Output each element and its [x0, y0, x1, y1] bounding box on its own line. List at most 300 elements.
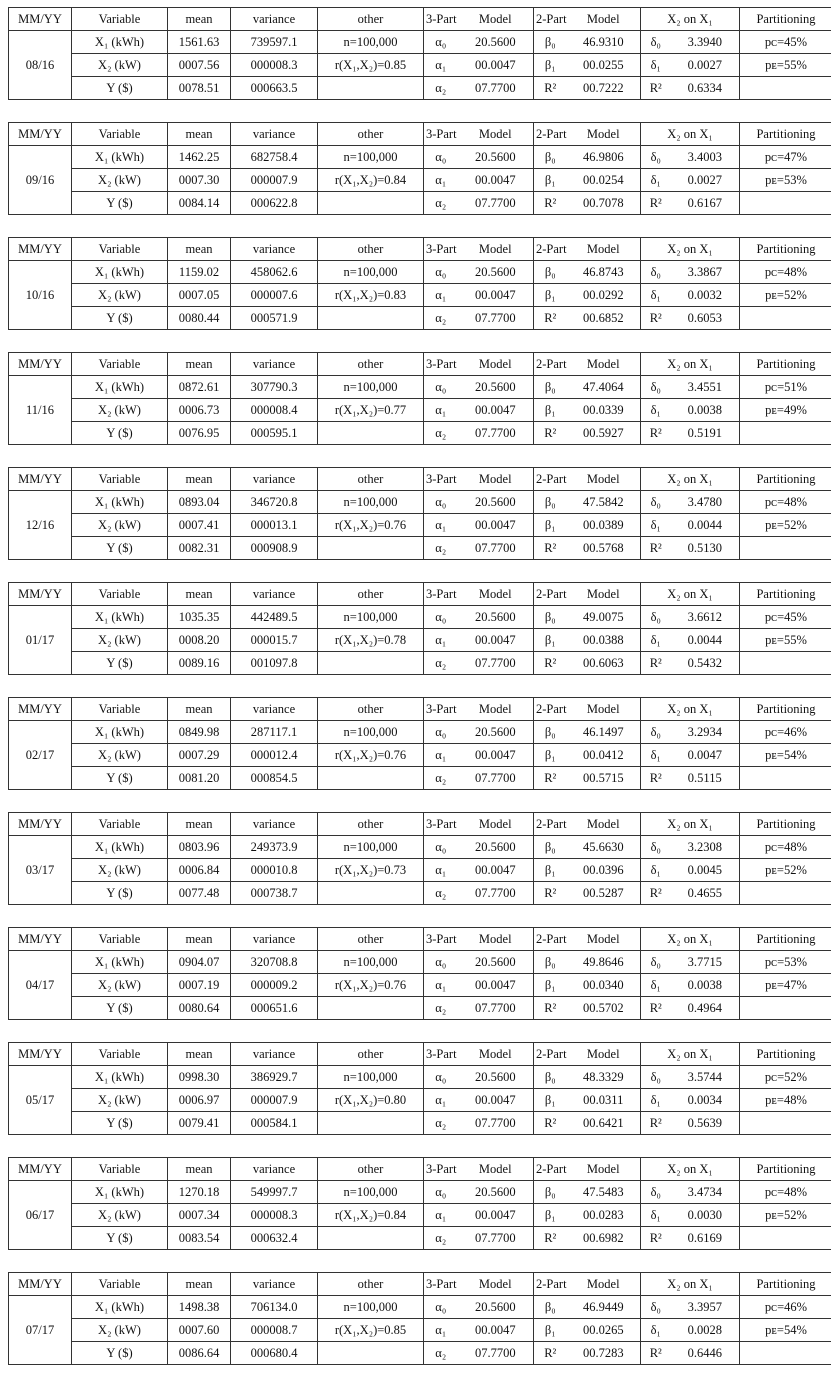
delta0-symbol: δ₀: [641, 1066, 671, 1089]
mean-x2: 0008.20: [168, 629, 231, 652]
alpha1-value: 00.0047: [458, 399, 534, 422]
beta1-value: 00.0396: [567, 859, 641, 882]
partition-pc: pᴄ=45%: [740, 31, 831, 54]
delta0-value: 3.4780: [671, 491, 740, 514]
delta0-value: 3.5744: [671, 1066, 740, 1089]
variance-y: 001097.8: [231, 652, 318, 675]
r2-2part-symbol: R²: [534, 997, 567, 1020]
partition-pc: pᴄ=48%: [740, 261, 831, 284]
delta0-symbol: δ₀: [641, 606, 671, 629]
header-3part: 3-Part: [424, 468, 458, 491]
r2-2part-value: 00.5927: [567, 422, 641, 445]
partition-pe: pᴇ=49%: [740, 399, 831, 422]
beta1-symbol: β₁: [534, 1089, 567, 1112]
date-cell: 04/17: [9, 951, 72, 1020]
partition-pe: pᴇ=48%: [740, 1089, 831, 1112]
variance-x1: 287117.1: [231, 721, 318, 744]
alpha1-value: 00.0047: [458, 629, 534, 652]
variance-x2: 000009.2: [231, 974, 318, 997]
header-3part: 3-Part: [424, 698, 458, 721]
variance-x1: 549997.7: [231, 1181, 318, 1204]
header-3part-model: Model: [458, 353, 534, 376]
header-row: [9, 1043, 831, 1066]
sample-size: n=100,000: [318, 951, 424, 974]
alpha2-value: 07.7700: [458, 1112, 534, 1135]
date-cell: 07/17: [9, 1296, 72, 1365]
header-x2-on-x1: X₂ on X₁: [641, 583, 740, 606]
alpha2-symbol: α₂: [424, 767, 458, 790]
beta0-symbol: β₀: [534, 1296, 567, 1319]
r2-2part-value: 00.7078: [567, 192, 641, 215]
correlation: r(X₁,X₂)=0.85: [318, 1319, 424, 1342]
header-3part-model: Model: [458, 583, 534, 606]
header-3part: 3-Part: [424, 123, 458, 146]
beta0-symbol: β₀: [534, 146, 567, 169]
var-label-y: Y ($): [72, 77, 168, 100]
header-variable: Variable: [72, 353, 168, 376]
delta0-symbol: δ₀: [641, 31, 671, 54]
header-other: other: [318, 1043, 424, 1066]
header-variance: variance: [231, 238, 318, 261]
header-2part: 2-Part: [534, 698, 567, 721]
header-mmyy: MM/YY: [9, 238, 72, 261]
header-mmyy: MM/YY: [9, 1043, 72, 1066]
beta0-value: 47.5842: [567, 491, 641, 514]
partition-pc: pᴄ=48%: [740, 836, 831, 859]
var-label-x1: X₁ (kWh): [72, 376, 168, 399]
var-label-x1: X₁ (kWh): [72, 146, 168, 169]
beta0-value: 49.0075: [567, 606, 641, 629]
header-mean: mean: [168, 698, 231, 721]
alpha1-value: 00.0047: [458, 54, 534, 77]
beta0-value: 48.3329: [567, 1066, 641, 1089]
beta0-symbol: β₀: [534, 1181, 567, 1204]
alpha2-value: 07.7700: [458, 307, 534, 330]
header-mean: mean: [168, 1158, 231, 1181]
header-3part-model: Model: [458, 928, 534, 951]
mean-x2: 0007.60: [168, 1319, 231, 1342]
variance-x2: 000007.9: [231, 169, 318, 192]
delta0-symbol: δ₀: [641, 376, 671, 399]
partition-empty: [740, 77, 831, 100]
var-label-x2: X₂ (kW): [72, 399, 168, 422]
header-mean: mean: [168, 1273, 231, 1296]
header-2part-model: Model: [567, 353, 641, 376]
r2-2part-symbol: R²: [534, 307, 567, 330]
header-other: other: [318, 123, 424, 146]
alpha0-symbol: α₀: [424, 836, 458, 859]
mean-y: 0076.95: [168, 422, 231, 445]
header-partitioning: Partitioning: [740, 123, 831, 146]
r2-x2x1-value: 0.6053: [671, 307, 740, 330]
mean-x1: 0803.96: [168, 836, 231, 859]
header-row: [9, 353, 831, 376]
alpha0-value: 20.5600: [458, 721, 534, 744]
alpha2-value: 07.7700: [458, 537, 534, 560]
delta0-value: 3.2308: [671, 836, 740, 859]
variance-y: 000738.7: [231, 882, 318, 905]
row-x1: [9, 606, 831, 629]
row-y: [9, 997, 831, 1020]
alpha0-value: 20.5600: [458, 31, 534, 54]
header-2part-model: Model: [567, 698, 641, 721]
mean-x1: 1159.02: [168, 261, 231, 284]
partition-pe: pᴇ=52%: [740, 284, 831, 307]
header-3part-model: Model: [458, 1273, 534, 1296]
var-label-x1: X₁ (kWh): [72, 721, 168, 744]
variance-x2: 000010.8: [231, 859, 318, 882]
variance-x1: 320708.8: [231, 951, 318, 974]
partition-pc: pᴄ=52%: [740, 1066, 831, 1089]
r2-2part-symbol: R²: [534, 767, 567, 790]
beta0-value: 47.5483: [567, 1181, 641, 1204]
r2-x2x1-value: 0.4655: [671, 882, 740, 905]
r2-2part-value: 00.7283: [567, 1342, 641, 1365]
mean-y: 0081.20: [168, 767, 231, 790]
alpha0-symbol: α₀: [424, 491, 458, 514]
row-x2: [9, 974, 831, 997]
header-partitioning: Partitioning: [740, 238, 831, 261]
month-table: [8, 927, 831, 1020]
r2-x2x1-value: 0.4964: [671, 997, 740, 1020]
alpha1-value: 00.0047: [458, 974, 534, 997]
alpha1-symbol: α₁: [424, 1089, 458, 1112]
delta1-symbol: δ₁: [641, 629, 671, 652]
var-label-y: Y ($): [72, 652, 168, 675]
delta1-symbol: δ₁: [641, 169, 671, 192]
alpha0-symbol: α₀: [424, 1296, 458, 1319]
alpha2-value: 07.7700: [458, 1227, 534, 1250]
header-variable: Variable: [72, 1043, 168, 1066]
row-y: [9, 77, 831, 100]
mean-x1: 1035.35: [168, 606, 231, 629]
r2-2part-symbol: R²: [534, 882, 567, 905]
mean-y: 0084.14: [168, 192, 231, 215]
variance-x2: 000008.4: [231, 399, 318, 422]
header-variable: Variable: [72, 238, 168, 261]
variance-x1: 249373.9: [231, 836, 318, 859]
r2-2part-value: 00.5287: [567, 882, 641, 905]
r2-x2x1-symbol: R²: [641, 882, 671, 905]
partition-pe: pᴇ=47%: [740, 974, 831, 997]
header-variance: variance: [231, 123, 318, 146]
delta0-symbol: δ₀: [641, 951, 671, 974]
mean-x1: 1561.63: [168, 31, 231, 54]
mean-y: 0083.54: [168, 1227, 231, 1250]
sample-size: n=100,000: [318, 146, 424, 169]
header-3part: 3-Part: [424, 1273, 458, 1296]
delta1-symbol: δ₁: [641, 974, 671, 997]
mean-y: 0077.48: [168, 882, 231, 905]
month-table: [8, 1157, 831, 1250]
beta1-symbol: β₁: [534, 1204, 567, 1227]
header-row: [9, 928, 831, 951]
mean-y: 0089.16: [168, 652, 231, 675]
header-partitioning: Partitioning: [740, 1273, 831, 1296]
beta1-symbol: β₁: [534, 974, 567, 997]
alpha0-symbol: α₀: [424, 606, 458, 629]
sample-size: n=100,000: [318, 721, 424, 744]
mean-x1: 0849.98: [168, 721, 231, 744]
alpha2-symbol: α₂: [424, 192, 458, 215]
header-3part: 3-Part: [424, 928, 458, 951]
date-cell: 08/16: [9, 31, 72, 100]
var-label-x2: X₂ (kW): [72, 284, 168, 307]
r2-x2x1-symbol: R²: [641, 767, 671, 790]
date-cell: 09/16: [9, 146, 72, 215]
variance-x1: 307790.3: [231, 376, 318, 399]
header-x2-on-x1: X₂ on X₁: [641, 353, 740, 376]
mean-x2: 0007.41: [168, 514, 231, 537]
header-partitioning: Partitioning: [740, 698, 831, 721]
header-3part: 3-Part: [424, 813, 458, 836]
header-other: other: [318, 928, 424, 951]
beta1-symbol: β₁: [534, 169, 567, 192]
month-table: [8, 122, 831, 215]
r2-2part-value: 00.5715: [567, 767, 641, 790]
delta1-symbol: δ₁: [641, 54, 671, 77]
row-y: [9, 652, 831, 675]
var-label-y: Y ($): [72, 537, 168, 560]
header-variance: variance: [231, 928, 318, 951]
beta1-symbol: β₁: [534, 284, 567, 307]
mean-y: 0078.51: [168, 77, 231, 100]
beta0-value: 45.6630: [567, 836, 641, 859]
alpha0-symbol: α₀: [424, 146, 458, 169]
header-2part-model: Model: [567, 583, 641, 606]
correlation: r(X₁,X₂)=0.76: [318, 974, 424, 997]
header-2part-model: Model: [567, 468, 641, 491]
header-2part: 2-Part: [534, 1158, 567, 1181]
month-table: [8, 582, 831, 675]
header-2part: 2-Part: [534, 1273, 567, 1296]
var-label-x1: X₁ (kWh): [72, 491, 168, 514]
r2-x2x1-value: 0.5191: [671, 422, 740, 445]
alpha2-symbol: α₂: [424, 652, 458, 675]
beta1-symbol: β₁: [534, 399, 567, 422]
alpha1-symbol: α₁: [424, 169, 458, 192]
alpha2-symbol: α₂: [424, 77, 458, 100]
row-x2: [9, 54, 831, 77]
header-variance: variance: [231, 698, 318, 721]
row-x2: [9, 1204, 831, 1227]
alpha1-symbol: α₁: [424, 1319, 458, 1342]
correlation: r(X₁,X₂)=0.78: [318, 629, 424, 652]
partition-pe: pᴇ=53%: [740, 169, 831, 192]
row-x2: [9, 284, 831, 307]
header-3part-model: Model: [458, 468, 534, 491]
var-label-x2: X₂ (kW): [72, 1319, 168, 1342]
header-mean: mean: [168, 813, 231, 836]
alpha0-value: 20.5600: [458, 1296, 534, 1319]
alpha2-value: 07.7700: [458, 192, 534, 215]
delta1-symbol: δ₁: [641, 1319, 671, 1342]
header-2part: 2-Part: [534, 123, 567, 146]
mean-y: 0086.64: [168, 1342, 231, 1365]
partition-pc: pᴄ=53%: [740, 951, 831, 974]
row-y: [9, 1227, 831, 1250]
r2-2part-value: 00.6421: [567, 1112, 641, 1135]
header-variable: Variable: [72, 468, 168, 491]
partition-pc: pᴄ=46%: [740, 721, 831, 744]
mean-x1: 1462.25: [168, 146, 231, 169]
other-empty: [318, 192, 424, 215]
sample-size: n=100,000: [318, 606, 424, 629]
header-x2-on-x1: X₂ on X₁: [641, 123, 740, 146]
header-3part: 3-Part: [424, 583, 458, 606]
date-cell: 12/16: [9, 491, 72, 560]
header-other: other: [318, 353, 424, 376]
header-mmyy: MM/YY: [9, 123, 72, 146]
var-label-y: Y ($): [72, 882, 168, 905]
var-label-y: Y ($): [72, 192, 168, 215]
correlation: r(X₁,X₂)=0.77: [318, 399, 424, 422]
header-2part: 2-Part: [534, 1043, 567, 1066]
alpha2-value: 07.7700: [458, 997, 534, 1020]
other-empty: [318, 652, 424, 675]
variance-x1: 442489.5: [231, 606, 318, 629]
r2-2part-symbol: R²: [534, 1342, 567, 1365]
header-2part-model: Model: [567, 8, 641, 31]
mean-x1: 0904.07: [168, 951, 231, 974]
header-partitioning: Partitioning: [740, 1043, 831, 1066]
var-label-x2: X₂ (kW): [72, 974, 168, 997]
header-2part: 2-Part: [534, 238, 567, 261]
header-x2-on-x1: X₂ on X₁: [641, 698, 740, 721]
alpha2-symbol: α₂: [424, 1342, 458, 1365]
alpha2-value: 07.7700: [458, 77, 534, 100]
header-x2-on-x1: X₂ on X₁: [641, 8, 740, 31]
alpha0-value: 20.5600: [458, 951, 534, 974]
delta1-symbol: δ₁: [641, 1089, 671, 1112]
delta1-value: 0.0030: [671, 1204, 740, 1227]
alpha2-symbol: α₂: [424, 537, 458, 560]
header-row: [9, 238, 831, 261]
row-x1: [9, 836, 831, 859]
variance-x1: 706134.0: [231, 1296, 318, 1319]
mean-x1: 1270.18: [168, 1181, 231, 1204]
partition-empty: [740, 652, 831, 675]
delta0-value: 3.4734: [671, 1181, 740, 1204]
mean-x1: 0998.30: [168, 1066, 231, 1089]
row-x1: [9, 376, 831, 399]
r2-x2x1-value: 0.5639: [671, 1112, 740, 1135]
header-2part-model: Model: [567, 1158, 641, 1181]
r2-2part-value: 00.6852: [567, 307, 641, 330]
other-empty: [318, 767, 424, 790]
alpha1-value: 00.0047: [458, 859, 534, 882]
r2-2part-value: 00.7222: [567, 77, 641, 100]
var-label-x2: X₂ (kW): [72, 1089, 168, 1112]
row-y: [9, 192, 831, 215]
header-mean: mean: [168, 123, 231, 146]
r2-x2x1-symbol: R²: [641, 1342, 671, 1365]
partition-pc: pᴄ=47%: [740, 146, 831, 169]
r2-x2x1-value: 0.5432: [671, 652, 740, 675]
alpha1-value: 00.0047: [458, 514, 534, 537]
beta1-value: 00.0292: [567, 284, 641, 307]
alpha2-symbol: α₂: [424, 1227, 458, 1250]
header-mmyy: MM/YY: [9, 8, 72, 31]
header-partitioning: Partitioning: [740, 353, 831, 376]
sample-size: n=100,000: [318, 261, 424, 284]
beta0-symbol: β₀: [534, 721, 567, 744]
header-2part: 2-Part: [534, 353, 567, 376]
date-cell: 05/17: [9, 1066, 72, 1135]
delta0-symbol: δ₀: [641, 491, 671, 514]
month-table: [8, 812, 831, 905]
alpha1-symbol: α₁: [424, 974, 458, 997]
header-variance: variance: [231, 1273, 318, 1296]
delta1-value: 0.0044: [671, 629, 740, 652]
other-empty: [318, 997, 424, 1020]
r2-2part-symbol: R²: [534, 77, 567, 100]
var-label-x2: X₂ (kW): [72, 54, 168, 77]
beta1-symbol: β₁: [534, 744, 567, 767]
r2-x2x1-value: 0.5130: [671, 537, 740, 560]
alpha0-value: 20.5600: [458, 376, 534, 399]
beta0-value: 49.8646: [567, 951, 641, 974]
header-variance: variance: [231, 813, 318, 836]
r2-2part-value: 00.5768: [567, 537, 641, 560]
header-2part-model: Model: [567, 1043, 641, 1066]
beta0-value: 46.9310: [567, 31, 641, 54]
alpha0-symbol: α₀: [424, 951, 458, 974]
beta1-symbol: β₁: [534, 54, 567, 77]
delta1-value: 0.0027: [671, 54, 740, 77]
r2-x2x1-symbol: R²: [641, 422, 671, 445]
delta0-symbol: δ₀: [641, 1181, 671, 1204]
header-row: [9, 8, 831, 31]
r2-x2x1-value: 0.6334: [671, 77, 740, 100]
variance-y: 000632.4: [231, 1227, 318, 1250]
row-x2: [9, 1089, 831, 1112]
header-mmyy: MM/YY: [9, 1273, 72, 1296]
row-y: [9, 422, 831, 445]
sample-size: n=100,000: [318, 376, 424, 399]
r2-x2x1-symbol: R²: [641, 537, 671, 560]
row-x2: [9, 744, 831, 767]
header-variable: Variable: [72, 1158, 168, 1181]
row-x2: [9, 859, 831, 882]
alpha0-value: 20.5600: [458, 261, 534, 284]
header-partitioning: Partitioning: [740, 813, 831, 836]
delta0-value: 3.7715: [671, 951, 740, 974]
header-3part: 3-Part: [424, 353, 458, 376]
header-2part: 2-Part: [534, 468, 567, 491]
beta1-symbol: β₁: [534, 859, 567, 882]
beta0-symbol: β₀: [534, 491, 567, 514]
sample-size: n=100,000: [318, 491, 424, 514]
variance-x1: 682758.4: [231, 146, 318, 169]
header-variance: variance: [231, 468, 318, 491]
header-other: other: [318, 468, 424, 491]
row-x1: [9, 951, 831, 974]
other-empty: [318, 1227, 424, 1250]
month-table: [8, 1272, 831, 1365]
alpha1-symbol: α₁: [424, 629, 458, 652]
beta1-value: 00.0283: [567, 1204, 641, 1227]
beta1-value: 00.0255: [567, 54, 641, 77]
var-label-x1: X₁ (kWh): [72, 1066, 168, 1089]
month-table: [8, 7, 831, 100]
r2-2part-symbol: R²: [534, 652, 567, 675]
header-variable: Variable: [72, 123, 168, 146]
mean-x1: 1498.38: [168, 1296, 231, 1319]
variance-x2: 000008.3: [231, 54, 318, 77]
header-other: other: [318, 698, 424, 721]
r2-2part-value: 00.6982: [567, 1227, 641, 1250]
